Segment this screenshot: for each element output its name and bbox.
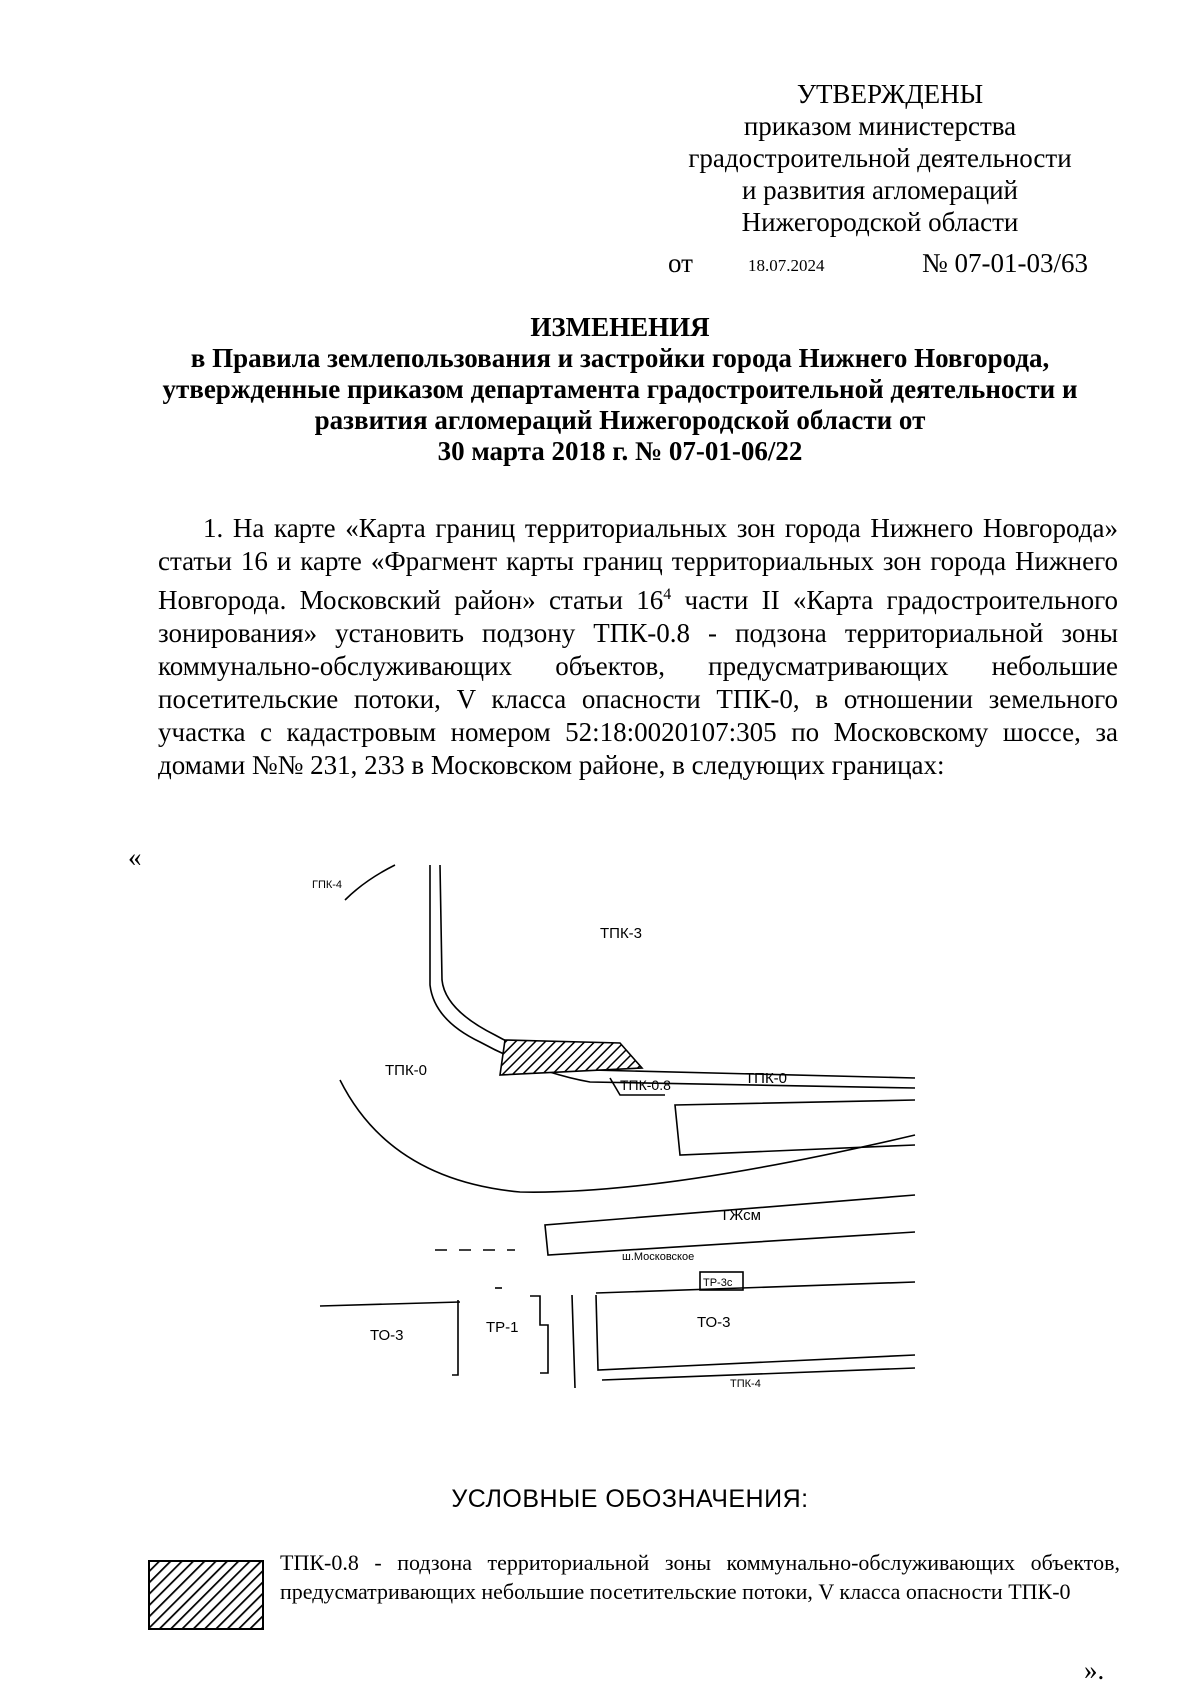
paragraph-text [158,512,1118,782]
map-label-tr3s: ТР-3с [703,1277,733,1289]
approval-line: градостроительной деятельности [688,143,1072,173]
boundary-line [340,1080,915,1192]
boundary-line [452,1300,458,1375]
approval-line: и развития агломераций [741,175,1018,205]
map-label-tpk4-bottom: ТПК-4 [730,1378,761,1390]
order-date: 18.07.2024 [748,256,825,275]
map-label-tr1: ТР-1 [486,1319,519,1336]
document-title [80,312,1160,467]
title-line: утвержденные приказом департамента градостроительной деятельности и [162,374,1078,404]
boundary-line [596,1282,915,1293]
legend-description: ТПК-0.8 - подзона территориальной зоны коммунально-обслуживающих объектов, предусматривающих небольшие посетительские потоки, V класса опасности ТПК-0 [280,1550,1120,1604]
order-from-label: от [668,248,693,278]
map-label-gpk4: ГПК-4 [312,879,343,891]
boundary-line [596,1295,915,1370]
paragraph-superscript: 4 [663,586,672,603]
map-label-tzhsm: ТЖсм [720,1207,761,1224]
title-line: развития агломераций Нижегородской области от [314,405,926,435]
map-label-tpk3: ТПК-3 [600,925,643,942]
map-label-to3-right: ТО-3 [697,1314,731,1331]
paragraph-part: 1. На карте «Карта границ территориальных зон города Нижнего Новгорода» статьи 16 и карте «Фрагмент карты границ территориальных зон города Нижнего Новгорода. Московский район» статьи 16 [158,513,1118,615]
zoning-map [312,850,910,1480]
title-line: 30 марта 2018 г. № 07-01-06/22 [437,436,803,466]
approval-line: приказом министерства [743,111,1017,141]
map-label-to3-left: ТО-3 [370,1327,404,1344]
paragraph-part: части II «Карта градостроительного зонирования» установить подзону ТПК-0.8 - подзона территориальной зоны коммунально-обслуживающих объектов, предусматривающих небольшие посетительские потоки, V класса опасности ТПК-0, в отношении земельного участка с кадастровым номером 52:18:0020107:305 по Московскому шоссе, за домами №№ 231, 233 в Московском районе, в следующих границах: [158,585,1119,780]
order-reference [668,246,1088,280]
hatched-parcel-tpk08 [500,1040,642,1075]
title-line: в Правила землепользования и застройки города Нижнего Новгорода, [190,343,1050,373]
boundary-line [545,1195,915,1255]
map-label-tpk08: ТПК-0.8 [620,1077,671,1093]
body-paragraph [158,512,1118,782]
approval-line: Нижегородской области [741,207,1019,237]
boundary-line [530,1296,548,1373]
map-label-road: ш.Московское [622,1251,695,1263]
legend-title: УСЛОВНЫЕ ОБОЗНАЧЕНИЯ: [451,1485,809,1513]
approval-block [600,78,1160,238]
legend-hatch-swatch [148,1560,264,1630]
opening-quote: « [128,842,142,872]
map-label-tpk0-left: ТПК-0 [385,1062,428,1079]
approval-heading: УТВЕРЖДЕНЫ [796,79,984,109]
order-number: № 07-01-03/63 [922,248,1088,278]
boundary-line [320,1302,460,1306]
boundary-line [675,1100,915,1155]
closing-quote: ». [1084,1655,1105,1685]
map-label-tpk0-right: ТПК-0 [745,1070,788,1087]
boundary-line [345,865,395,900]
boundary-line [572,1295,575,1388]
title-line: ИЗМЕНЕНИЯ [530,312,710,342]
